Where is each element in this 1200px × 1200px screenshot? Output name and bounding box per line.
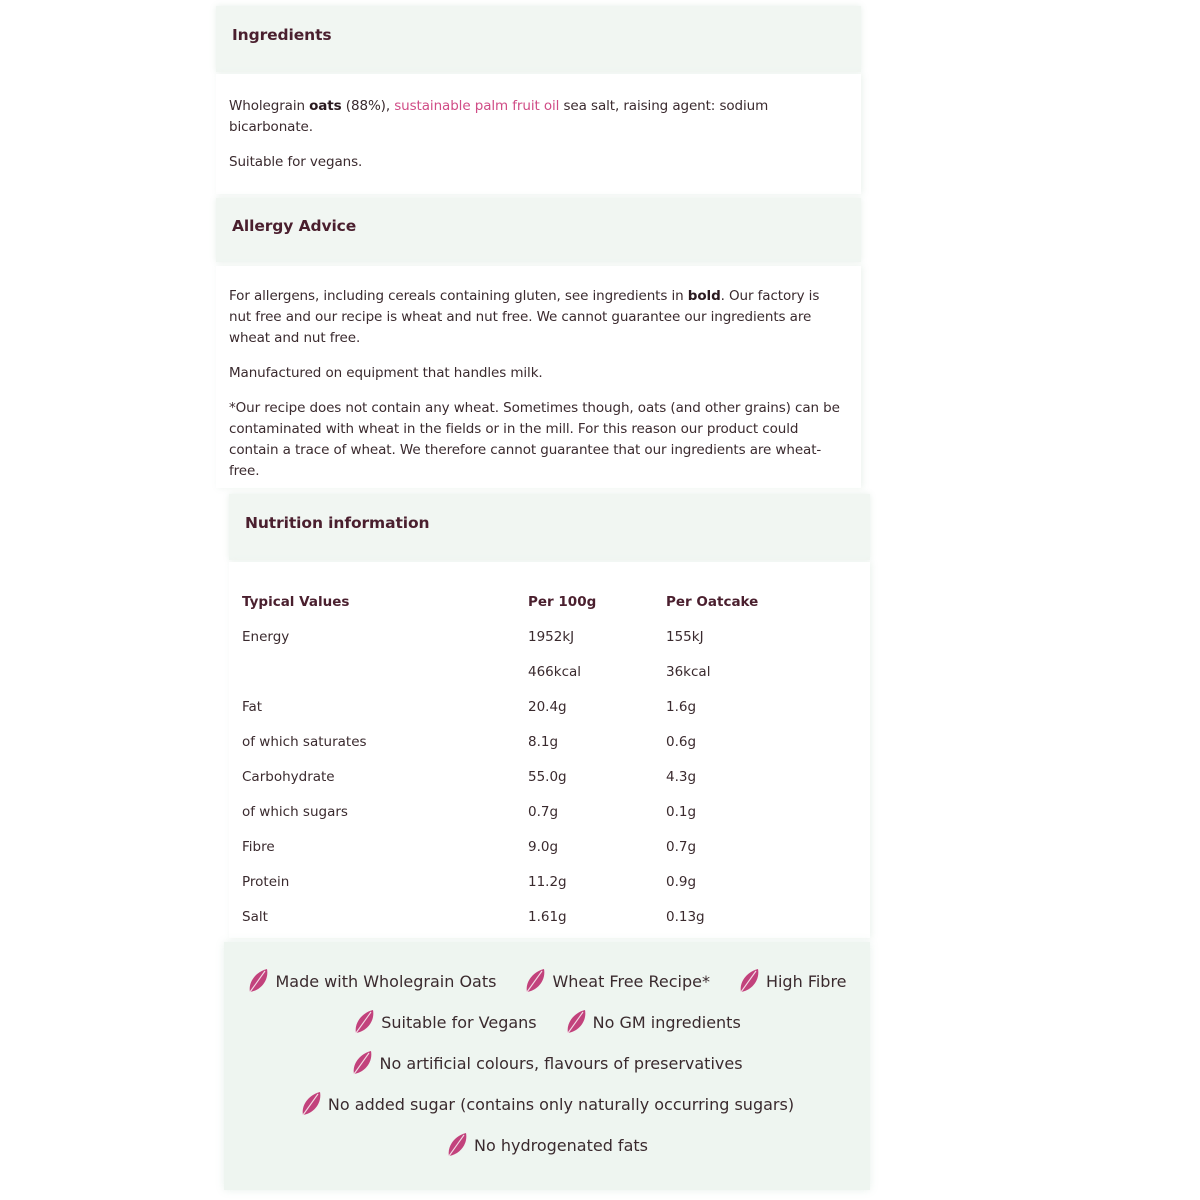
per-oatcake-value: 1.6g bbox=[666, 698, 697, 715]
palm-oil-link[interactable]: sustainable palm fruit oil bbox=[394, 98, 560, 114]
col-per-100g: Per 100g bbox=[528, 593, 597, 610]
badge-high-fibre bbox=[738, 968, 847, 994]
nutrient-name: Carbohydrate bbox=[242, 768, 335, 785]
badge-no-artificial bbox=[351, 1050, 742, 1076]
ingredients-text bbox=[229, 96, 809, 138]
allergy-paragraph-2: Manufactured on equipment that handles milk. bbox=[229, 365, 543, 381]
ingredients-title: Ingredients bbox=[232, 26, 332, 44]
badge-label: No GM ingredients bbox=[592, 1012, 741, 1032]
table-row bbox=[242, 829, 806, 864]
ingredients-bold-oats: oats bbox=[309, 98, 342, 114]
ingredients-text-part: (88%), bbox=[341, 98, 395, 114]
leaf-icon bbox=[300, 1091, 322, 1117]
allergy-paragraph-1 bbox=[229, 286, 845, 349]
per-oatcake-value: 0.13g bbox=[666, 908, 705, 925]
allergy-header[interactable] bbox=[216, 198, 861, 262]
leaf-icon bbox=[738, 968, 760, 994]
ingredients-header[interactable] bbox=[216, 6, 861, 72]
feature-badges-panel bbox=[224, 942, 870, 1190]
nutrient-name: Salt bbox=[242, 908, 268, 925]
badge-label: High Fibre bbox=[765, 971, 847, 991]
leaf-icon bbox=[565, 1009, 587, 1035]
per-100g-value: 20.4g bbox=[528, 698, 567, 715]
per-100g-value: 0.7g bbox=[528, 803, 559, 820]
allergy-text-part: . Our factory is nut free and our recipe is wheat and nut free. We cannot guarantee our ingredients are wheat and nut free. bbox=[229, 288, 820, 346]
nutrition-header[interactable] bbox=[229, 494, 870, 560]
nutrient-name: Protein bbox=[242, 873, 290, 890]
per-oatcake-value: 155kJ bbox=[666, 628, 704, 645]
table-row bbox=[242, 759, 806, 794]
allergy-title: Allergy Advice bbox=[232, 217, 357, 235]
badge-row-1 bbox=[224, 968, 870, 994]
ingredients-text-part: Wholegrain bbox=[229, 98, 310, 114]
badge-label: Wheat Free Recipe* bbox=[552, 971, 710, 991]
badge-row-4 bbox=[224, 1091, 870, 1117]
allergy-text-part: For allergens, including cereals containing gluten, see ingredients in bbox=[229, 288, 688, 304]
per-100g-value: 9.0g bbox=[528, 838, 559, 855]
table-row bbox=[242, 654, 806, 689]
per-oatcake-value: 4.3g bbox=[666, 768, 697, 785]
per-100g-value: 466kcal bbox=[528, 663, 582, 680]
badge-no-hydrogenated-fats bbox=[446, 1132, 648, 1158]
nutrition-header-row bbox=[242, 584, 806, 619]
badge-label: Suitable for Vegans bbox=[381, 1012, 537, 1032]
per-100g-value: 11.2g bbox=[528, 873, 567, 890]
per-100g-value: 8.1g bbox=[528, 733, 559, 750]
leaf-icon bbox=[247, 968, 269, 994]
nutrient-name: Energy bbox=[242, 628, 290, 645]
allergy-bold-word: bold bbox=[687, 288, 721, 304]
table-row bbox=[242, 619, 806, 654]
nutrition-table bbox=[242, 584, 806, 934]
table-row bbox=[242, 899, 806, 934]
badge-wheat-free bbox=[524, 968, 710, 994]
badge-label: No artificial colours, flavours of preservatives bbox=[379, 1053, 743, 1073]
per-oatcake-value: 36kcal bbox=[666, 663, 711, 680]
badge-no-added-sugar bbox=[300, 1091, 794, 1117]
vegan-note: Suitable for vegans. bbox=[229, 154, 363, 170]
nutrient-name bbox=[242, 654, 528, 689]
badge-vegan bbox=[353, 1009, 536, 1035]
table-row bbox=[242, 689, 806, 724]
nutrient-name: Fibre bbox=[242, 838, 275, 855]
leaf-icon bbox=[353, 1009, 375, 1035]
badge-label: No added sugar (contains only naturally occurring sugars) bbox=[327, 1094, 795, 1114]
badge-row-5 bbox=[224, 1132, 870, 1158]
nutrient-name: of which sugars bbox=[242, 803, 348, 820]
nutrient-name: Fat bbox=[242, 698, 263, 715]
badge-row-2 bbox=[224, 1009, 870, 1035]
badge-label: Made with Wholegrain Oats bbox=[275, 971, 497, 991]
allergy-paragraph-3: *Our recipe does not contain any wheat. Sometimes though, oats (and other grains) can be contaminated with wheat in the fields or in the mill. For this reason our product could contain a trace of wheat. We therefore cannot guarantee that our ingredients are wheat-free. bbox=[229, 400, 840, 479]
col-per-oatcake: Per Oatcake bbox=[666, 593, 759, 610]
leaf-icon bbox=[351, 1050, 373, 1076]
per-100g-value: 1.61g bbox=[528, 908, 567, 925]
badge-no-gm bbox=[565, 1009, 741, 1035]
table-row bbox=[242, 794, 806, 829]
table-row bbox=[242, 864, 806, 899]
per-oatcake-value: 0.9g bbox=[666, 873, 697, 890]
leaf-icon bbox=[446, 1132, 468, 1158]
per-100g-value: 55.0g bbox=[528, 768, 567, 785]
table-row bbox=[242, 724, 806, 759]
badge-row-3 bbox=[224, 1050, 870, 1076]
badge-label: No hydrogenated fats bbox=[474, 1135, 648, 1155]
per-oatcake-value: 0.7g bbox=[666, 838, 697, 855]
col-typical-values: Typical Values bbox=[242, 593, 350, 610]
badge-wholegrain-oats bbox=[247, 968, 496, 994]
nutrition-title: Nutrition information bbox=[245, 514, 430, 532]
per-oatcake-value: 0.6g bbox=[666, 733, 697, 750]
ingredients-text-part: sea salt, raising agent: sodium bicarbonate. bbox=[229, 98, 769, 135]
leaf-icon bbox=[524, 968, 546, 994]
per-100g-value: 1952kJ bbox=[528, 628, 575, 645]
per-oatcake-value: 0.1g bbox=[666, 803, 697, 820]
nutrient-name: of which saturates bbox=[242, 733, 367, 750]
